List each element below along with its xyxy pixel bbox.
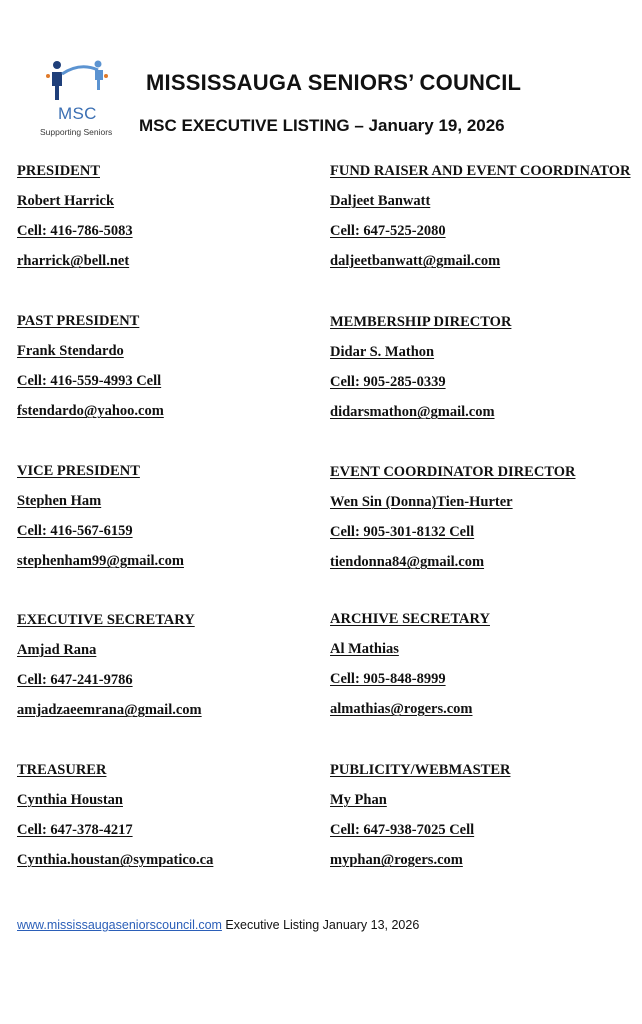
footer [17, 918, 419, 932]
role-label: FUND RAISER AND EVENT COORDINATOR [330, 163, 631, 179]
entry-president [17, 161, 337, 281]
member-cell: Cell: 905-301-8132 Cell [330, 524, 475, 540]
website-link[interactable]: www.mississaugaseniorscouncil.com [17, 918, 222, 932]
role-label: MEMBERSHIP DIRECTOR [330, 314, 512, 330]
logo-tagline: Supporting Seniors [40, 127, 113, 137]
entry-vice-president [17, 461, 337, 581]
member-cell: Cell: 416-567-6159 [17, 523, 133, 539]
member-name: Didar S. Mathon [330, 344, 435, 360]
entry-publicity-webmaster [330, 760, 642, 880]
member-email-link[interactable]: amjadzaeemrana@gmail.com [17, 702, 202, 718]
footer-text: Executive Listing January 13, 2026 [221, 918, 420, 932]
member-name: Al Mathias [330, 641, 399, 657]
member-email-link[interactable]: stephenham99@gmail.com [17, 553, 184, 569]
role-label: PUBLICITY/WEBMASTER [330, 762, 511, 778]
member-email-link[interactable]: fstendardo@yahoo.com [17, 403, 164, 419]
entry-membership-director [330, 312, 642, 432]
entry-treasurer [17, 760, 337, 880]
member-cell: Cell: 647-938-7025 Cell [330, 822, 475, 838]
member-cell: Cell: 416-786-5083 [17, 223, 133, 239]
role-label: EVENT COORDINATOR DIRECTOR [330, 464, 576, 480]
member-email-link[interactable]: tiendonna84@gmail.com [330, 554, 485, 570]
member-email-link[interactable]: almathias@rogers.com [330, 701, 473, 717]
member-name: Daljeet Banwatt [330, 193, 431, 209]
listing-title: MSC EXECUTIVE LISTING – January 19, 2026 [139, 116, 505, 135]
role-label: PAST PRESIDENT [17, 313, 140, 329]
member-email-link[interactable]: daljeetbanwatt@gmail.com [330, 253, 501, 269]
member-name: Frank Stendardo [17, 343, 124, 359]
member-cell: Cell: 905-285-0339 [330, 374, 446, 390]
member-cell: Cell: 647-241-9786 [17, 672, 133, 688]
entry-event-coordinator-director [330, 462, 642, 582]
member-email-link[interactable]: didarsmathon@gmail.com [330, 404, 495, 420]
entry-archive-secretary [330, 609, 642, 729]
role-label: EXECUTIVE SECRETARY [17, 612, 195, 628]
member-cell: Cell: 647-378-4217 [17, 822, 133, 838]
logo-text: MSC [58, 104, 97, 123]
entry-executive-secretary [17, 610, 337, 730]
role-label: ARCHIVE SECRETARY [330, 611, 490, 627]
member-email-link[interactable]: rharrick@bell.net [17, 253, 130, 269]
logo-figures-icon [40, 56, 132, 106]
member-name: Stephen Ham [17, 493, 102, 509]
member-email-link[interactable]: myphan@rogers.com [330, 852, 463, 868]
entry-fund-raiser [330, 161, 642, 281]
member-cell: Cell: 647-525-2080 [330, 223, 446, 239]
entry-past-president [17, 311, 337, 431]
member-cell: Cell: 905-848-8999 [330, 671, 446, 687]
member-name: Robert Harrick [17, 193, 115, 209]
role-label: PRESIDENT [17, 163, 100, 179]
member-cell: Cell: 416-559-4993 Cell [17, 373, 162, 389]
role-label: VICE PRESIDENT [17, 463, 140, 479]
org-title: MISSISSAUGA SENIORS’ COUNCIL [146, 70, 522, 95]
role-label: TREASURER [17, 762, 107, 778]
member-name: My Phan [330, 792, 387, 808]
member-name: Amjad Rana [17, 642, 97, 658]
member-email-link[interactable]: Cynthia.houstan@sympatico.ca [17, 852, 214, 868]
member-name: Cynthia Houstan [17, 792, 123, 808]
member-name: Wen Sin (Donna)Tien-Hurter [330, 494, 513, 510]
